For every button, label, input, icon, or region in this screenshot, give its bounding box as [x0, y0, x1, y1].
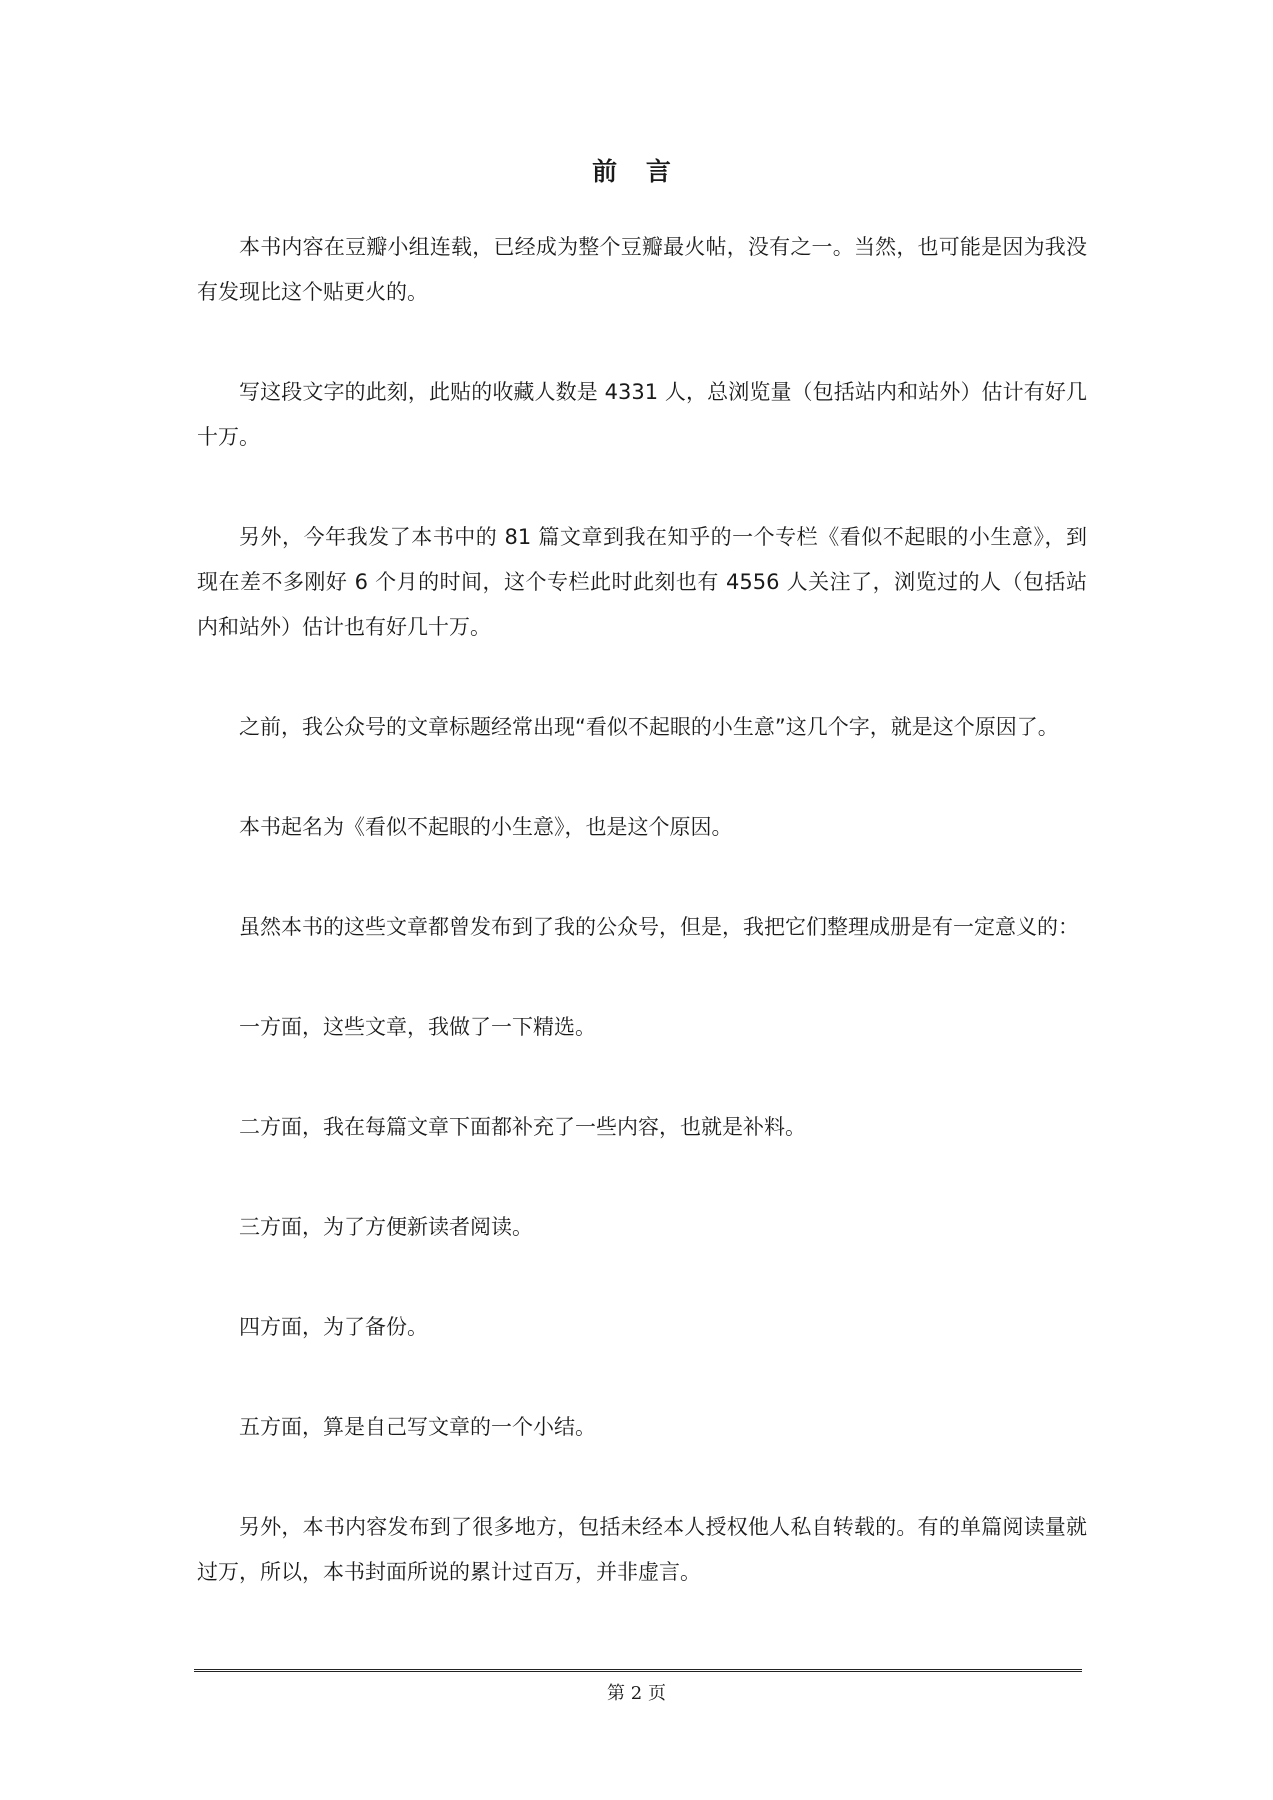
paragraph-3: 另外，今年我发了本书中的 81 篇文章到我在知乎的一个专栏《看似不起眼的小生意》，到现在差不多刚好 6 个月的时间，这个专栏此时此刻也有 4556 人关注了，浏览过的人（包括站内和站外）估计也有好几十万。	[197, 525, 1087, 639]
paragraph-4: 之前，我公众号的文章标题经常出现“看似不起眼的小生意”这几个字，就是这个原因了。	[239, 715, 1059, 739]
page-title: 前 言	[592, 157, 681, 186]
paragraph-6: 虽然本书的这些文章都曾发布到了我的公众号，但是，我把它们整理成册是有一定意义的：	[239, 915, 1079, 939]
paragraph-11: 五方面，算是自己写文章的一个小结。	[239, 1415, 596, 1439]
footer-divider	[194, 1669, 1082, 1670]
page-number: 第 2 页	[607, 1683, 666, 1704]
body-text	[197, 225, 1087, 1650]
paragraph-10: 四方面，为了备份。	[239, 1315, 428, 1339]
paragraph-12: 另外，本书内容发布到了很多地方，包括未经本人授权他人私自转载的。有的单篇阅读量就过万，所以，本书封面所说的累计过百万，并非虚言。	[197, 1515, 1087, 1584]
paragraph-2: 写这段文字的此刻，此贴的收藏人数是 4331 人，总浏览量（包括站内和站外）估计有好几十万。	[197, 380, 1087, 449]
footer-divider-secondary	[194, 1671, 1082, 1672]
paragraph-1: 本书内容在豆瓣小组连载，已经成为整个豆瓣最火帖，没有之一。当然，也可能是因为我没有发现比这个贴更火的。	[197, 235, 1087, 304]
paragraph-8: 二方面，我在每篇文章下面都补充了一些内容，也就是补料。	[239, 1115, 806, 1139]
paragraph-5: 本书起名为《看似不起眼的小生意》，也是这个原因。	[239, 815, 733, 839]
paragraph-9: 三方面，为了方便新读者阅读。	[239, 1215, 533, 1239]
paragraph-7: 一方面，这些文章，我做了一下精选。	[239, 1015, 596, 1039]
